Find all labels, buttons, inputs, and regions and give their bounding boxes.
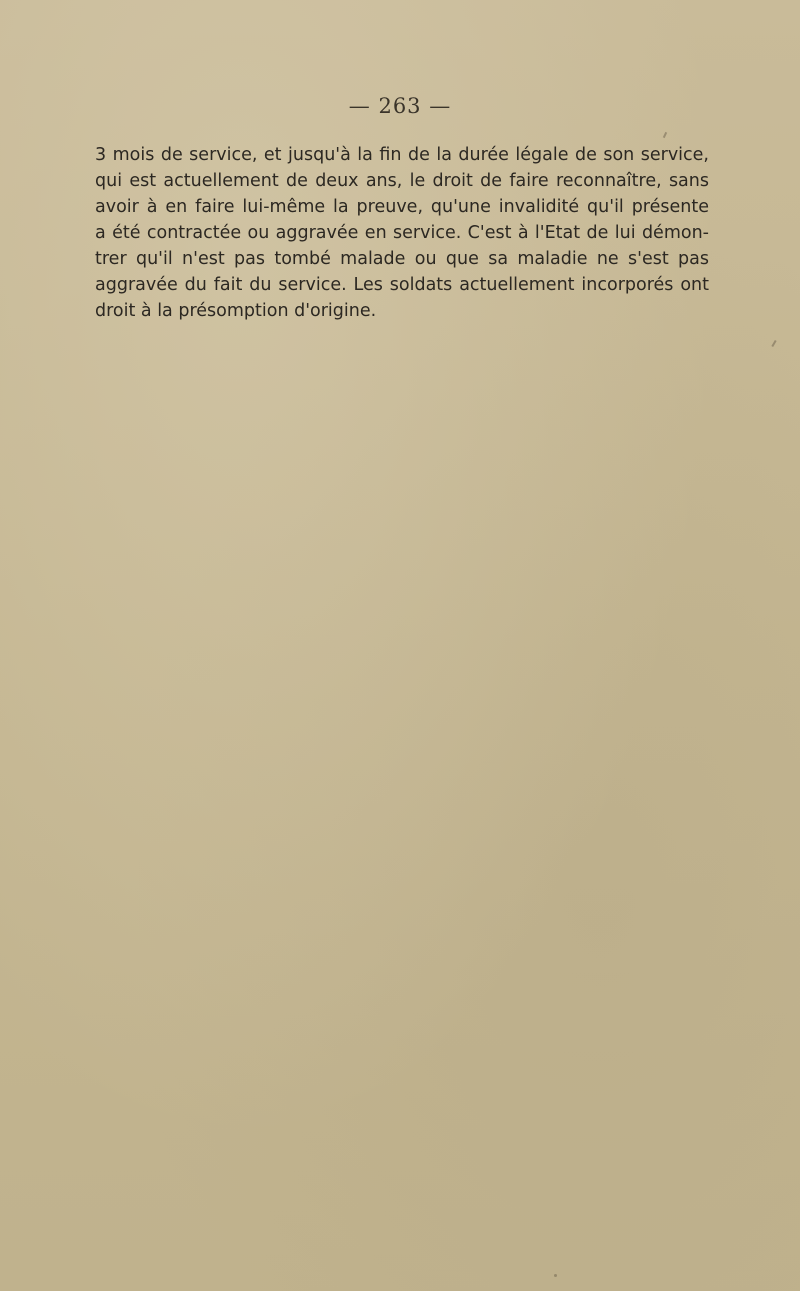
- page-number: — 263 —: [348, 94, 452, 118]
- text-line: trer qu'il n'est pas tombé malade ou que sa maladie ne s'est pas: [95, 249, 709, 269]
- text-line: avoir à en faire lui-même la preuve, qu'une invalidité qu'il présente: [95, 197, 709, 217]
- paper-speck: [771, 340, 776, 347]
- text-line: 3 mois de service, et jusqu'à la fin de la durée légale de son service,: [95, 145, 709, 165]
- text-line: droit à la présomption d'origine.: [95, 301, 377, 321]
- body-paragraph: [95, 142, 709, 324]
- paper-speck: [554, 1274, 557, 1277]
- text-line: aggravée du fait du service. Les soldats actuellement incorporés ont: [95, 275, 709, 295]
- paper-speck: [663, 132, 667, 138]
- text-line: a été contractée ou aggravée en service. C'est à l'Etat de lui démon-: [95, 223, 709, 243]
- text-line: qui est actuellement de deux ans, le droit de faire reconnaître, sans: [95, 171, 709, 191]
